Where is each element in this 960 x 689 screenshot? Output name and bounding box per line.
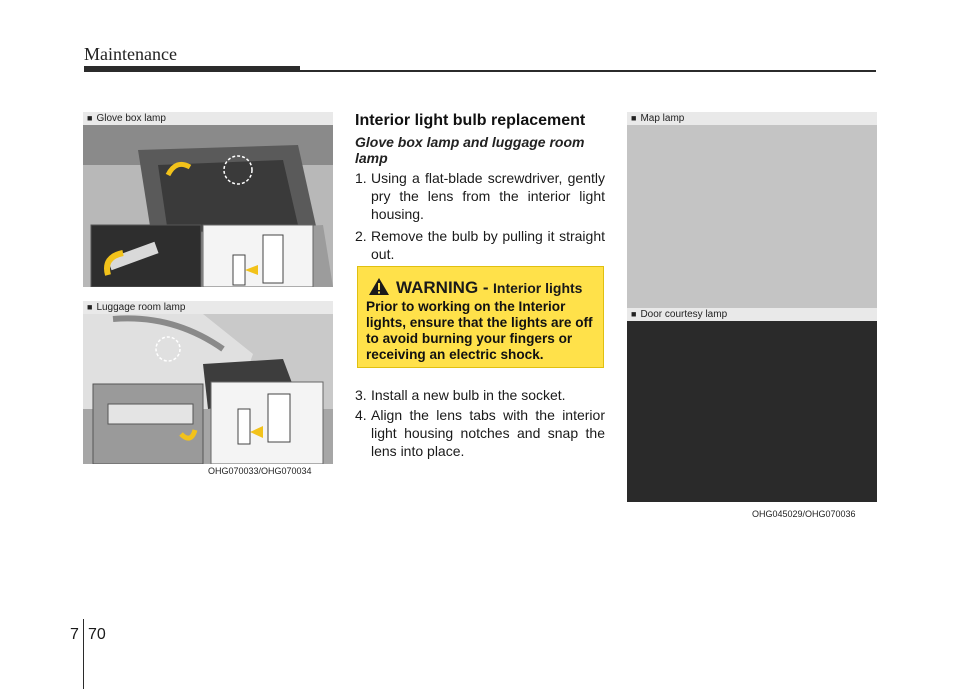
steps-list-b [355,386,605,460]
header-rule [84,66,300,72]
square-bullet-icon: ■ [87,302,93,312]
step-item: 3. Install a new bulb in the socket. [355,387,566,403]
door-courtesy-image [627,321,877,502]
glove-box-label: ■ Glove box lamp [83,112,333,125]
footer-page-number: 70 [88,626,106,643]
square-bullet-icon: ■ [631,113,637,123]
luggage-room-label: ■ Luggage room lamp [83,301,333,314]
footer-divider [83,619,84,689]
steps-list-a [355,169,605,263]
step-item: 1. Using a flat-blade screwdriver, gently pry the lens from the interior light housing. [355,170,605,222]
section-title: Interior light bulb replacement [355,112,586,129]
left-figure [83,112,333,464]
left-figure-caption: OHG070033/OHG070034 [208,466,312,476]
right-figure [627,112,877,502]
page-header-title: Maintenance [84,44,177,64]
step-item: 4. Align the lens tabs with the interior light housing notches and snap the lens into place. [355,407,605,459]
door-courtesy-label: ■ Door courtesy lamp [627,308,877,321]
right-figure-caption: OHG045029/OHG070036 [752,509,856,519]
warning-triangle-icon [368,277,390,296]
warning-heading: WARNING - Interior lights [368,277,598,298]
square-bullet-icon: ■ [87,113,93,123]
map-lamp-image [627,125,877,308]
warning-box [357,266,604,368]
warning-body: Prior to working on the Interior lights, ensure that the lights are off to avoid burning your fingers or receiving an electric shock. [366,299,593,362]
luggage-room-illustration [83,314,333,464]
glove-box-illustration [83,125,333,287]
square-bullet-icon: ■ [631,309,637,319]
section-subtitle: Glove box lamp and luggage room lamp [355,134,585,166]
map-lamp-label: ■ Map lamp [627,112,877,125]
header-rule-thin [300,70,876,72]
footer-chapter: 7 [70,626,79,643]
step-item: 2. Remove the bulb by pulling it straight out. [355,228,605,262]
